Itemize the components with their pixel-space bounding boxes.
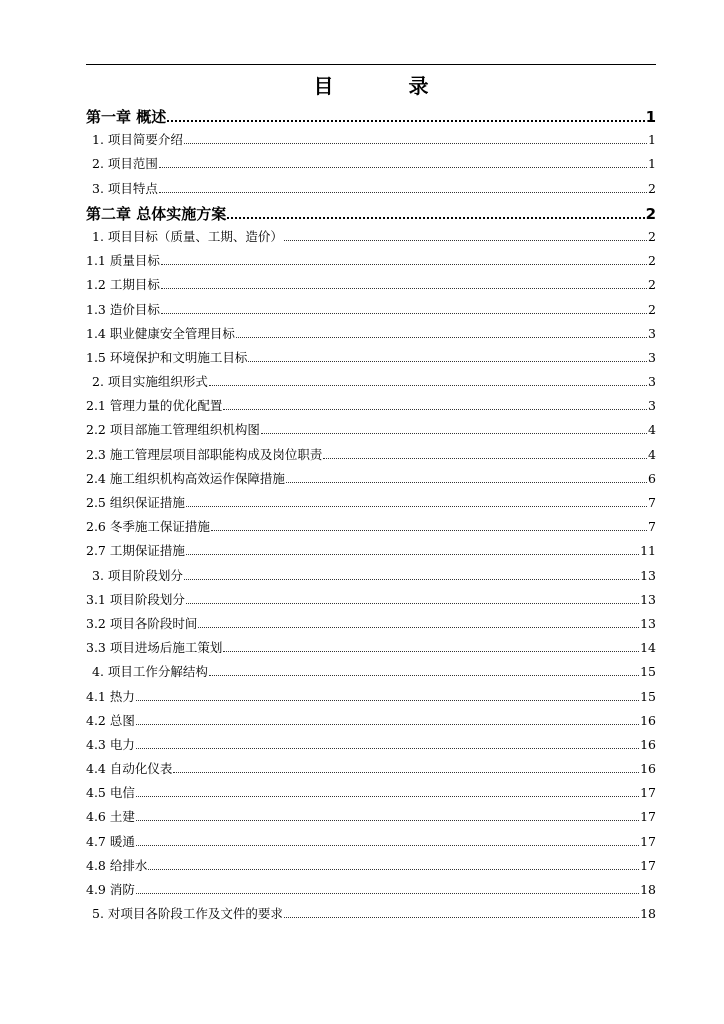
- toc-entry-label: 3.1 项目阶段划分: [86, 591, 185, 607]
- toc-page-number: 1: [648, 132, 656, 148]
- toc-entry-label: 1.1 质量目标: [86, 253, 160, 269]
- toc-entry-label: 1. 项目目标（质量、工期、造价）: [92, 228, 283, 244]
- toc-entry[interactable]: [86, 566, 656, 590]
- toc-page-number: 17: [640, 857, 656, 873]
- toc-page-number: 18: [640, 882, 656, 897]
- toc-entry-label: 1.4 职业健康安全管理目标: [86, 325, 235, 341]
- toc-entry-label: 3. 项目阶段划分: [92, 567, 183, 583]
- toc-page-number: 1: [648, 156, 656, 172]
- dot-leader: [248, 351, 647, 362]
- toc-entry-label: 3.3 项目进场后施工策划: [86, 640, 223, 656]
- toc-entry[interactable]: [86, 420, 656, 444]
- dot-leader: [136, 690, 639, 701]
- dot-leader: [173, 762, 639, 773]
- toc-entry[interactable]: [86, 541, 656, 565]
- toc-entry[interactable]: [86, 880, 656, 904]
- toc-page-number: 15: [640, 688, 656, 704]
- toc-entry[interactable]: [86, 735, 656, 759]
- toc-page-number: 4: [648, 422, 656, 438]
- toc-entry-label: 2.6 冬季施工保证措施: [86, 519, 210, 535]
- toc-page-number: 7: [648, 495, 656, 510]
- toc-page-number: 2: [648, 277, 656, 293]
- toc-entry[interactable]: [86, 372, 656, 396]
- toc-entry-label: 2.7 工期保证措施: [86, 543, 185, 559]
- dot-leader: [159, 182, 647, 193]
- toc-chapter-entry[interactable]: [86, 203, 656, 227]
- dot-leader: [161, 254, 647, 265]
- dot-leader: [261, 423, 647, 434]
- toc-entry[interactable]: [86, 493, 656, 517]
- toc-page-number: 2: [648, 301, 656, 317]
- toc-entry-label: 第二章 总体实施方案: [86, 204, 227, 223]
- toc-page-number: 18: [640, 906, 656, 922]
- dot-leader: [159, 157, 647, 168]
- toc-entry[interactable]: [86, 348, 656, 372]
- toc-page-number: 11: [640, 543, 656, 559]
- toc-page-number: 14: [640, 640, 656, 656]
- toc-page-number: 2: [648, 228, 656, 244]
- dot-leader: [227, 205, 644, 219]
- toc-entry-label: 2.2 项目部施工管理组织机构图: [86, 422, 260, 438]
- dot-leader: [167, 108, 644, 122]
- dot-leader: [136, 738, 639, 749]
- dot-leader: [284, 907, 639, 918]
- dot-leader: [323, 448, 647, 459]
- dot-leader: [184, 569, 639, 580]
- toc-entry[interactable]: [86, 832, 656, 856]
- toc-entry-label: 第一章 概述: [86, 108, 167, 126]
- toc-page-number: 3: [648, 325, 656, 341]
- toc-entry[interactable]: [86, 251, 656, 275]
- toc-page-number: 2: [648, 180, 656, 196]
- dot-leader: [136, 835, 639, 846]
- toc-entry[interactable]: [86, 154, 656, 178]
- dot-leader: [136, 714, 639, 725]
- dot-leader: [209, 375, 647, 386]
- toc-page-number: 7: [648, 519, 656, 535]
- toc-page-number: 2: [645, 204, 656, 223]
- toc-chapter-entry[interactable]: [86, 106, 656, 130]
- dot-leader: [223, 399, 647, 410]
- toc-entry[interactable]: [86, 517, 656, 541]
- toc-entry-label: 4.8 给排水: [86, 857, 148, 873]
- toc-page-number: 16: [640, 712, 656, 728]
- dot-leader: [148, 859, 639, 870]
- toc-entry-label: 4.2 总图: [86, 712, 135, 728]
- toc-entry-label: 2.1 管理力量的优化配置: [86, 398, 223, 414]
- toc-entry-label: 5. 对项目各阶段工作及文件的要求: [92, 906, 283, 922]
- dot-leader: [161, 278, 647, 289]
- toc-entry-label: 4.3 电力: [86, 736, 135, 752]
- toc-entry[interactable]: [86, 904, 656, 928]
- toc-page-number: 1: [645, 108, 656, 126]
- toc-entry[interactable]: [86, 662, 656, 686]
- toc-entry[interactable]: [86, 856, 656, 880]
- toc-entry[interactable]: [86, 807, 656, 831]
- toc-entry-label: 1.5 环境保护和文明施工目标: [86, 349, 248, 365]
- toc-page-number: 13: [640, 567, 656, 583]
- toc-entry[interactable]: [86, 300, 656, 324]
- dot-leader: [136, 810, 639, 821]
- toc-entry[interactable]: [86, 711, 656, 735]
- toc-entry-label: 1.2 工期目标: [86, 277, 160, 293]
- toc-entry[interactable]: [86, 275, 656, 299]
- dot-leader: [184, 133, 647, 144]
- toc-entry[interactable]: [86, 396, 656, 420]
- dot-leader: [186, 544, 639, 555]
- toc-entry[interactable]: [86, 638, 656, 662]
- header-rule: [86, 64, 656, 65]
- toc-page-number: 17: [640, 809, 656, 825]
- toc-entry[interactable]: [86, 179, 656, 203]
- dot-leader: [211, 520, 647, 531]
- toc-entry-label: 2. 项目实施组织形式: [92, 374, 208, 390]
- toc-entry-label: 4.6 土建: [86, 809, 135, 825]
- toc-page-number: 17: [640, 833, 656, 849]
- toc-entry-label: 2. 项目范围: [92, 156, 158, 172]
- dot-leader: [284, 230, 647, 241]
- toc-page-number: 17: [640, 785, 656, 801]
- toc-entry[interactable]: [86, 614, 656, 638]
- dot-leader: [186, 593, 639, 604]
- toc-page-number: 4: [648, 446, 656, 462]
- toc-entry-label: 4.5 电信: [86, 785, 135, 801]
- toc-page-number: 13: [640, 615, 656, 631]
- toc-entry[interactable]: [86, 687, 656, 711]
- toc-page-number: 16: [640, 736, 656, 752]
- toc-entry[interactable]: [86, 469, 656, 493]
- dot-leader: [209, 665, 639, 676]
- toc-entry-label: 1. 项目简要介绍: [92, 132, 183, 148]
- toc-entry-label: 2.3 施工管理层项目部职能构成及岗位职责: [86, 446, 323, 462]
- toc-entry-label: 4.9 消防: [86, 882, 135, 897]
- toc-page-number: 3: [648, 374, 656, 390]
- toc-entry-label: 4.1 热力: [86, 688, 135, 704]
- toc-entry-label: 1.3 造价目标: [86, 301, 160, 317]
- dot-leader: [186, 496, 647, 507]
- dot-leader: [223, 641, 639, 652]
- page-title: 目 录: [313, 74, 463, 98]
- toc-entry-label: 2.5 组织保证措施: [86, 495, 185, 510]
- toc-entry-label: 4. 项目工作分解结构: [92, 664, 208, 680]
- toc-page-number: 15: [640, 664, 656, 680]
- toc-page-number: 3: [648, 349, 656, 365]
- table-of-contents: [86, 106, 656, 928]
- toc-entry[interactable]: [86, 227, 656, 251]
- toc-entry-label: 3. 项目特点: [92, 180, 158, 196]
- dot-leader: [286, 472, 647, 483]
- toc-entry-label: 3.2 项目各阶段时间: [86, 615, 198, 631]
- toc-entry[interactable]: [86, 324, 656, 348]
- toc-entry[interactable]: [86, 590, 656, 614]
- toc-entry[interactable]: [86, 783, 656, 807]
- toc-page-number: 2: [648, 253, 656, 269]
- toc-entry-label: 2.4 施工组织机构高效运作保障措施: [86, 470, 285, 486]
- toc-entry-label: 4.7 暖通: [86, 833, 135, 849]
- toc-entry[interactable]: [86, 759, 656, 783]
- toc-page-number: 16: [640, 761, 656, 777]
- toc-entry[interactable]: [86, 130, 656, 154]
- toc-page-number: 13: [640, 591, 656, 607]
- toc-entry[interactable]: [86, 445, 656, 469]
- dot-leader: [136, 883, 639, 894]
- toc-page-number: 3: [648, 398, 656, 414]
- dot-leader: [236, 327, 647, 338]
- toc-entry-label: 4.4 自动化仪表: [86, 761, 173, 777]
- dot-leader: [136, 786, 639, 797]
- dot-leader: [198, 617, 639, 628]
- toc-page-number: 6: [648, 470, 656, 486]
- dot-leader: [161, 303, 647, 314]
